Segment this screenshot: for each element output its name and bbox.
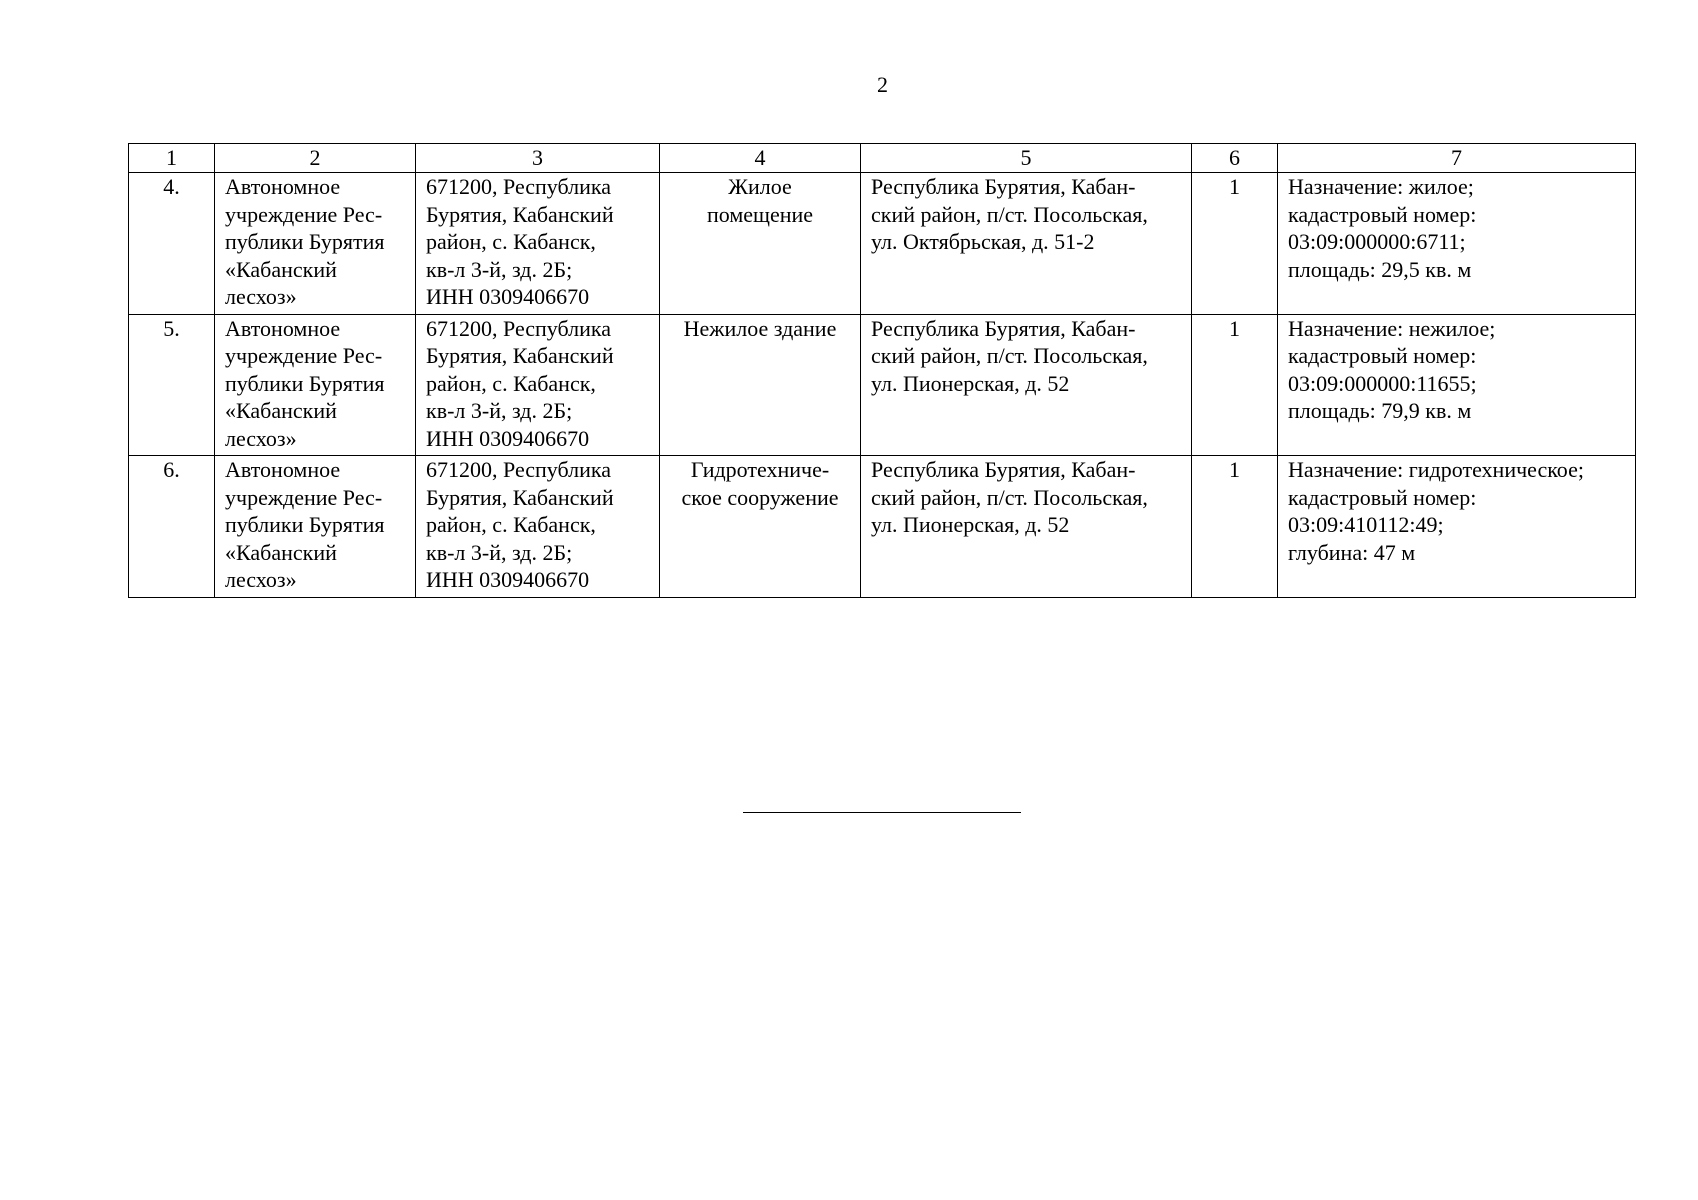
cell-text-line: учреждение Рес- [225, 343, 383, 368]
cell-text-line: кв-л 3-й, зд. 2Б; [426, 398, 573, 423]
cell-text-line: Назначение: нежилое; [1288, 315, 1496, 341]
end-of-document-rule [743, 812, 1021, 813]
cell-text-line: лесхоз» [225, 567, 297, 592]
cell-text-line: Автономное [225, 174, 341, 199]
cell-text-line: Бурятия, Кабанский [426, 343, 614, 368]
cell-row-number: 5. [129, 314, 215, 456]
cell-owner [215, 173, 416, 315]
cell-object-address [861, 456, 1192, 598]
cell-text-line: Назначение: жилое; [1288, 174, 1474, 199]
cell-text-line: кадастровый номер: [1288, 343, 1477, 368]
cell-text-line: ул. Пионерская, д. 52 [871, 370, 1070, 396]
cell-object-type [660, 173, 861, 315]
cell-text-line: ИНН 0309406670 [426, 284, 590, 309]
cell-text-line: 03:09:410112:49; [1288, 512, 1444, 537]
cell-text-line: учреждение Рес- [225, 201, 383, 227]
cell-text-line: ский район, п/ст. Посольская, [871, 484, 1148, 510]
cell-text-line: 671200, Республика [426, 315, 612, 341]
cell-row-number: 4. [129, 173, 215, 315]
table-body [129, 173, 1636, 598]
cell-text-line: 671200, Республика [426, 174, 612, 199]
cell-details [1278, 456, 1636, 598]
cell-row-number: 6. [129, 456, 215, 598]
cell-text-line: площадь: 29,5 кв. м [1288, 256, 1472, 282]
table-row [129, 456, 1636, 598]
cell-text-line: «Кабанский [225, 398, 337, 423]
cell-text-line: кв-л 3-й, зд. 2Б; [426, 539, 573, 565]
cell-text-line: ский район, п/ст. Посольская, [871, 343, 1148, 368]
table-row [129, 314, 1636, 456]
cell-object-address [861, 314, 1192, 456]
column-header: 6 [1192, 144, 1278, 173]
cell-owner [215, 456, 416, 598]
cell-text-line: «Кабанский [225, 539, 337, 565]
cell-text-line: глубина: 47 м [1288, 539, 1416, 565]
table-header-row [129, 144, 1636, 173]
cell-text-line: публики Бурятия [225, 370, 385, 396]
cell-text-line: ское сооружение [681, 484, 839, 510]
column-header: 5 [861, 144, 1192, 173]
cell-text-line: Назначение: гидротехническое; [1288, 457, 1584, 482]
cell-text-line: ул. Пионерская, д. 52 [871, 512, 1070, 537]
cell-details [1278, 173, 1636, 315]
cell-owner-address [416, 456, 660, 598]
column-header: 7 [1278, 144, 1636, 173]
cell-text-line: помещение [706, 201, 814, 227]
cell-text-line: учреждение Рес- [225, 484, 383, 510]
column-header: 3 [416, 144, 660, 173]
cell-text-line: Жилое [728, 174, 792, 199]
cell-quantity: 1 [1192, 173, 1278, 315]
cell-text-line: площадь: 79,9 кв. м [1288, 398, 1472, 423]
cell-text-line: Бурятия, Кабанский [426, 484, 614, 510]
cell-owner [215, 314, 416, 456]
column-header: 1 [129, 144, 215, 173]
cell-text-line: 03:09:000000:11655; [1288, 370, 1477, 396]
column-header: 4 [660, 144, 861, 173]
cell-text-line: Республика Бурятия, Кабан- [871, 315, 1136, 341]
cell-text-line: «Кабанский [225, 256, 337, 282]
cell-text-line: Автономное [225, 457, 341, 482]
cell-text-line: кв-л 3-й, зд. 2Б; [426, 256, 573, 282]
table-row [129, 173, 1636, 315]
cell-text-line: район, с. Кабанск, [426, 370, 596, 396]
cell-object-type [660, 456, 861, 598]
cell-text-line: Республика Бурятия, Кабан- [871, 174, 1136, 199]
cell-text-line: ул. Октябрьская, д. 51-2 [871, 229, 1095, 254]
cell-text-line: кадастровый номер: [1288, 484, 1477, 510]
cell-text-line: ИНН 0309406670 [426, 567, 590, 592]
column-header: 2 [215, 144, 416, 173]
cell-text-line: Автономное [225, 315, 341, 341]
cell-text-line: Республика Бурятия, Кабан- [871, 457, 1136, 482]
cell-details [1278, 314, 1636, 456]
cell-text-line: район, с. Кабанск, [426, 512, 596, 537]
cell-text-line: Бурятия, Кабанский [426, 201, 614, 227]
cell-text-line: Гидротехниче- [690, 457, 830, 482]
cell-text-line: ский район, п/ст. Посольская, [871, 201, 1148, 227]
cell-quantity: 1 [1192, 456, 1278, 598]
cell-text-line: район, с. Кабанск, [426, 229, 596, 254]
cell-owner-address [416, 314, 660, 456]
cell-text-line: Нежилое здание [683, 315, 837, 341]
page-number: 2 [877, 72, 888, 97]
cell-text-line: 671200, Республика [426, 457, 612, 482]
cell-object-type [660, 314, 861, 456]
cell-quantity: 1 [1192, 314, 1278, 456]
cell-text-line: кадастровый номер: [1288, 201, 1477, 227]
cell-text-line: публики Бурятия [225, 229, 385, 254]
cell-text-line: ИНН 0309406670 [426, 425, 590, 451]
cell-text-line: лесхоз» [225, 284, 297, 309]
property-table [128, 143, 1636, 598]
cell-object-address [861, 173, 1192, 315]
cell-text-line: 03:09:000000:6711; [1288, 229, 1466, 254]
cell-text-line: публики Бурятия [225, 512, 385, 537]
cell-text-line: лесхоз» [225, 425, 297, 451]
cell-owner-address [416, 173, 660, 315]
